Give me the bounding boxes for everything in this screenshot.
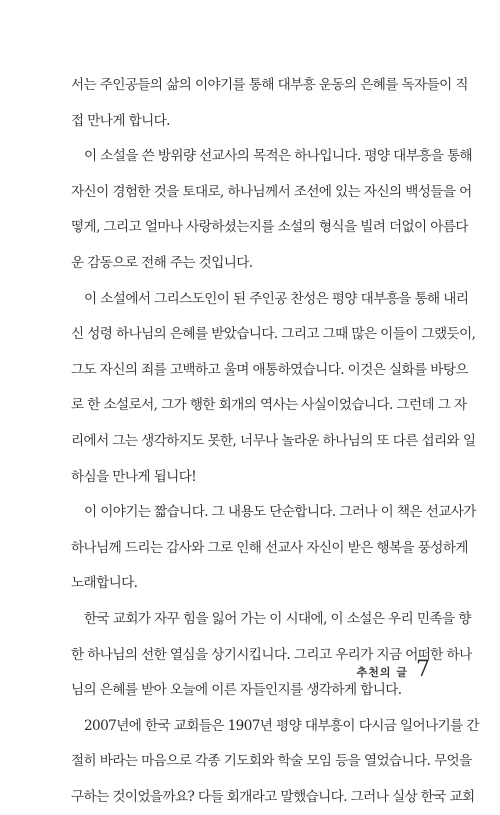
text-line: 이 소설에서 그리스도인이 된 주인공 찬성은 평양 대부흥을 통해 내리	[84, 290, 469, 307]
text-line: 2007년에 한국 교회들은 1907년 평양 대부흥이 다시금 일어나기를 간	[84, 717, 479, 734]
page-footer	[357, 657, 430, 682]
text-line: 로 한 소설로서, 그가 행한 회개의 역사는 사실이었습니다. 그런데 그 자	[71, 397, 467, 414]
text-line: 서는 주인공들의 삶의 이야기를 통해 대부흥 운동의 은혜를 독자들이 직	[71, 77, 468, 93]
text-line: 한국 교회가 자꾸 힘을 잃어 가는 이 시대에, 이 소설은 우리 민족을 향	[84, 610, 471, 627]
text-line: 접 만나게 합니다.	[71, 112, 170, 129]
body-text	[71, 68, 479, 815]
text-line: 이 소설을 쓴 방위량 선교사의 목적은 하나입니다. 평양 대부흥을 통해	[84, 148, 473, 165]
text-line: 떻게, 그리고 얼마나 사랑하셨는지를 소설의 형식을 빌려 더없이 아름다	[71, 219, 468, 236]
section-label: 추천의 글	[356, 666, 408, 679]
text-line: 하심을 만나게 됩니다!	[71, 468, 197, 485]
text-line: 이 이야기는 짧습니다. 그 내용도 단순합니다. 그러나 이 책은 선교사가	[84, 504, 476, 521]
text-line: 하나님께 드리는 감사와 그로 인해 선교사 자신이 받은 행복을 풍성하게	[71, 539, 468, 556]
text-line: 신 성령 하나님의 은혜를 받았습니다. 그리고 그때 많은 이들이 그랬듯이,	[71, 326, 476, 343]
page-number: 7	[416, 657, 430, 682]
text-line: 운 감동으로 전해 주는 것입니다.	[71, 254, 253, 271]
text-line: 노래합니다.	[71, 575, 138, 592]
text-line: 님의 은혜를 받아 오늘에 이른 자들인지를 생각하게 합니다.	[71, 682, 402, 699]
text-line: 리에서 그는 생각하지도 못한, 너무나 놀라운 하나님의 또 다른 섭리와 일	[71, 432, 476, 449]
text-line: 자신이 경험한 것을 토대로, 하나님께서 조선에 있는 자신의 백성들을 어	[71, 183, 472, 200]
text-line: 한 하나님의 선한 열심을 상기시킵니다. 그리고 우리가 지금 어떠한 하나	[71, 646, 472, 663]
text-line: 그도 자신의 죄를 고백하고 울며 애통하였습니다. 이것은 실화를 바탕으	[71, 361, 468, 378]
text-line: 절히 바라는 마음으로 각종 기도회와 학술 모임 등을 열었습니다. 무엇을	[71, 753, 472, 770]
text-line: 구하는 것이었을까요? 다들 회개라고 말했습니다. 그러나 실상 한국 교회	[71, 788, 475, 805]
